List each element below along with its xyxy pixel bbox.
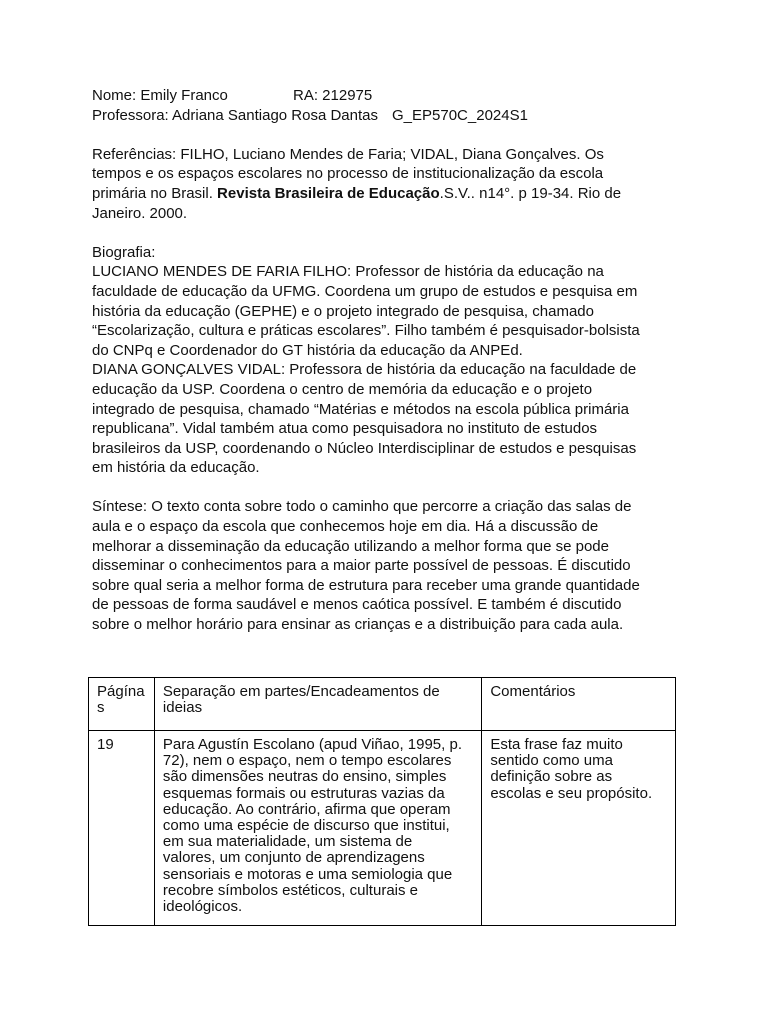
cell-line: Para Agustín Escolano (apud Viñao, 1995, p. (162, 736, 462, 753)
references-line: tempos e os espaços escolares no processo de institucionalização da escola (92, 165, 604, 183)
cell-line: escolas e seu propósito. (490, 784, 653, 802)
synthesis-line: aula e o espaço da escola que conhecemos hoje em dia. Há a discussão de (92, 518, 599, 536)
student-name: Nome: Emily Franco (92, 87, 228, 104)
header-name-row (92, 86, 676, 106)
references-text: .S.V.. n14°. p 19-34. Rio de (439, 184, 622, 202)
references-line (92, 184, 676, 204)
cell-line: definição sobre as (490, 768, 613, 786)
biography-line: DIANA GONÇALVES VIDAL: Professora de história da educação na faculdade de (92, 361, 637, 379)
table-header-row (89, 678, 676, 731)
biography-line: faculdade de educação da UFMG. Coordena um grupo de estudos e pesquisa em (92, 282, 638, 300)
cell-line: 72), nem o espaço, nem o tempo escolares (162, 752, 452, 770)
biography-line: LUCIANO MENDES DE FARIA FILHO: Professor de história da educação na (92, 263, 604, 281)
cell-line: são dimensões neutras do ensino, simples (162, 768, 447, 786)
table-row (89, 731, 676, 926)
cell-line: recobre símbolos estéticos, culturais e (162, 881, 419, 899)
header-comments (482, 678, 676, 731)
cell-line: educação. Ao contrário, afirma que operam (162, 800, 451, 818)
synthesis-line: Síntese: O texto conta sobre todo o caminho que percorre a criação das salas de (92, 498, 632, 516)
header-professor-row (92, 106, 676, 126)
cell-line: sentido como uma (490, 752, 613, 770)
professor-name: Professora: Adriana Santiago Rosa Dantas (92, 106, 379, 124)
reading-notes-table (88, 677, 676, 926)
synthesis-line: de pessoas de forma saudável e menos caótica possível. E também é discutido (92, 596, 622, 614)
journal-title: Revista Brasileira de Educação (217, 184, 440, 202)
header-text: ideias (162, 699, 203, 717)
synthesis-line: sobre qual seria a melhor forma de estrutura para receber uma grande quantidade (92, 576, 640, 594)
header-text: Págína (97, 683, 145, 700)
synthesis-line: sobre o melhor horário para ensinar as crianças e a distribuição para cada aula. (92, 616, 624, 634)
course-code: G_EP570C_2024S1 (392, 106, 528, 124)
cell-line: valores, um conjunto de aprendizagens (162, 849, 425, 867)
header-text: Comentários (490, 683, 576, 700)
biography-line: republicana”. Vidal também atua como pesquisadora no instituto de estudos (92, 420, 598, 438)
cell-line: sensoriais e motoras e uma semiologia que (162, 865, 453, 883)
synthesis-line: disseminar o conhecimentos para a maior parte possível de pessoas. É discutido (92, 557, 631, 575)
biography-section (92, 243, 676, 478)
references-text: primária no Brasil. (92, 184, 218, 202)
cell-line: ideológicos. (162, 898, 243, 916)
biography-line: brasileiros da USP, coordenando o Núcleo Interdisciplinar de estudos e pesquisas (92, 439, 637, 457)
cell-line: como uma espécie de discurso que institui, (162, 817, 450, 835)
header-text: Separação em partes/Encadeamentos de (162, 683, 440, 700)
header-text: s (97, 699, 105, 717)
references-line: Referências: FILHO, Luciano Mendes de Faria; VIDAL, Diana Gonçalves. Os (92, 145, 604, 163)
header-pages (89, 678, 155, 731)
student-ra: RA: 212975 (293, 87, 373, 104)
biography-heading: Biografia: (92, 243, 156, 261)
cell-line: esquemas formais ou estruturas vazias da (162, 784, 445, 802)
document-body (92, 86, 676, 635)
biography-line: do CNPq e Coordenador do GT história da educação da ANPEd. (92, 341, 523, 359)
references-paragraph (92, 145, 676, 223)
biography-line: educação da USP. Coordena o centro de memória da educação e o projeto (92, 380, 593, 398)
cell-line: em sua materialidade, um sistema de (162, 833, 413, 851)
header-parts (154, 678, 481, 731)
biography-line: em história da educação. (92, 459, 260, 477)
biography-line: história da educação (GEPHE) e o projeto integrado de pesquisa, chamado (92, 302, 594, 320)
cell-comment (482, 731, 676, 926)
cell-line: Esta frase faz muito (490, 736, 623, 753)
synthesis-paragraph (92, 497, 676, 634)
biography-line: integrado de pesquisa, chamado “Matérias e métodos na escola pública primária (92, 400, 629, 418)
synthesis-line: melhorar a disseminação da educação utilizando a melhor forma que se pode (92, 537, 609, 555)
cell-text (154, 731, 481, 926)
references-line: Janeiro. 2000. (92, 204, 188, 222)
cell-page: 19 (89, 731, 155, 926)
biography-line: “Escolarização, cultura e práticas escolares”. Filho também é pesquisador-bolsista (92, 322, 640, 340)
